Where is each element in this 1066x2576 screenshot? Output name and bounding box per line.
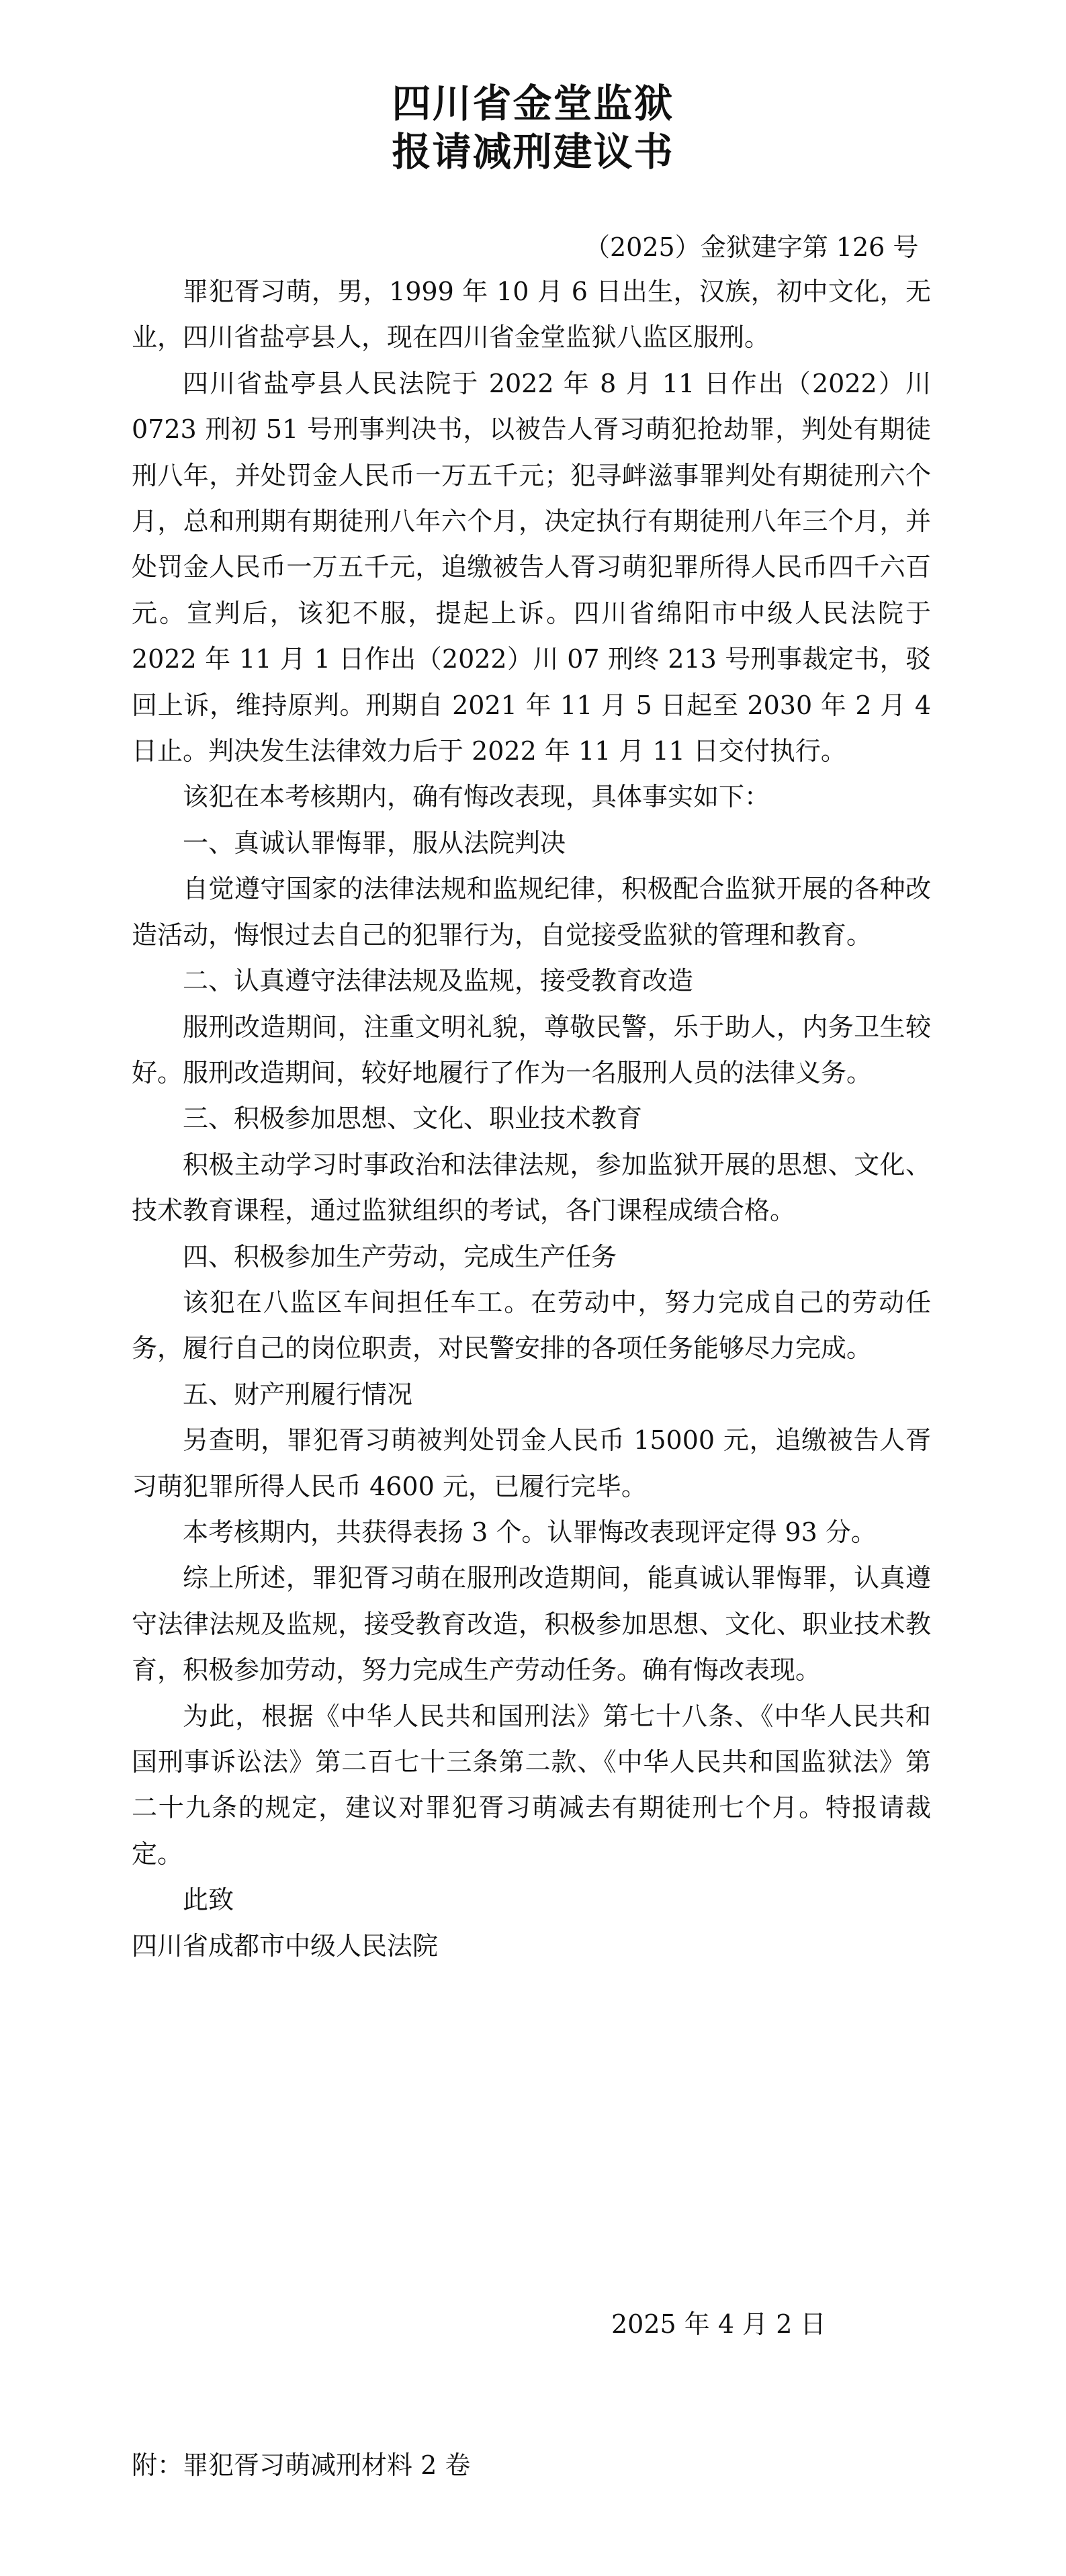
paragraph-salutation: 此致 xyxy=(183,1885,234,1915)
section-heading-1: 一、真诚认罪悔罪，服从法院判决 xyxy=(183,828,566,858)
document-number: （2025）金狱建字第 126 号 xyxy=(584,232,919,262)
paragraph-section-4: 该犯在八监区车间担任车工。在劳动中，努力完成自己的劳动任务，履行自己的岗位职责，对民警安排的各项任务能够尽力完成。 xyxy=(132,1287,931,1364)
paragraph-assessment: 本考核期内，共获得表扬 3 个。认罪悔改表现评定得 93 分。 xyxy=(183,1517,877,1547)
document-title-line2: 报请减刑建议书 xyxy=(392,129,674,175)
paragraph-facts-intro: 该犯在本考核期内，确有悔改表现，具体事实如下： xyxy=(183,782,770,812)
paragraph-recommendation: 为此，根据《中华人民共和国刑法》第七十八条、《中华人民共和国刑事诉讼法》第二百七十三条第二款、《中华人民共和国监狱法》第二十九条的规定，建议对罪犯胥习萌减去有期徒刑七个月。特报请裁定。 xyxy=(132,1701,931,1869)
attachment-note: 附：罪犯胥习萌减刑材料 2 卷 xyxy=(132,2450,471,2480)
paragraph-section-3: 积极主动学习时事政治和法律法规，参加监狱开展的思想、文化、技术教育课程，通过监狱组织的考试，各门课程成绩合格。 xyxy=(132,1149,931,1226)
section-heading-4: 四、积极参加生产劳动，完成生产任务 xyxy=(183,1241,617,1272)
paragraph-judgment: 四川省盐亭县人民法院于 2022 年 8 月 11 日作出（2022）川 0723 刑初 51 号刑事判决书，以被告人胥习萌犯抢劫罪，判处有期徒刑八年，并处罚金人民币一万五千元；犯寻衅滋事罪判处有期徒刑六个月，总和刑期有期徒刑八年六个月，决定执行有期徒刑八年三个月，并处罚金人民币一万五千元，追缴被告人胥习萌犯罪所得人民币四千六百元。宣判后，该犯不服，提起上诉。四川省绵阳市中级人民法院于 2022 年 11 月 1 日作出（2022）川 07 刑终 213 号刑事裁定书，驳回上诉，维持原判。刑期自 2021 年 11 月 5 日起至 2030 年 2 月 4 日止。判决发生法律效力后于 2022 年 11 月 11 日交付执行。 xyxy=(132,368,931,766)
recipient: 四川省成都市中级人民法院 xyxy=(132,1930,439,1961)
paragraph-section-1: 自觉遵守国家的法律法规和监规纪律，积极配合监狱开展的各种改造活动，悔恨过去自己的犯罪行为，自觉接受监狱的管理和教育。 xyxy=(132,874,931,950)
paragraph-summary: 综上所述，罪犯胥习萌在服刑改造期间，能真诚认罪悔罪，认真遵守法律法规及监规，接受教育改造，积极参加思想、文化、职业技术教育，积极参加劳动，努力完成生产劳动任务。确有悔改表现。 xyxy=(132,1563,931,1685)
paragraph-criminal-info: 罪犯胥习萌，男，1999 年 10 月 6 日出生，汉族，初中文化，无业，四川省盐亭县人，现在四川省金堂监狱八监区服刑。 xyxy=(132,277,931,353)
section-heading-3: 三、积极参加思想、文化、职业技术教育 xyxy=(183,1104,643,1134)
paragraph-section-2: 服刑改造期间，注重文明礼貌，尊敬民警，乐于助人，内务卫生较好。服刑改造期间，较好地履行了作为一名服刑人员的法律义务。 xyxy=(132,1012,931,1087)
section-heading-2: 二、认真遵守法律法规及监规，接受教育改造 xyxy=(183,966,694,996)
document-title-line1: 四川省金堂监狱 xyxy=(392,81,674,126)
document-date: 2025 年 4 月 2 日 xyxy=(611,2309,826,2339)
section-heading-5: 五、财产刑履行情况 xyxy=(183,1379,413,1409)
paragraph-section-5: 另查明，罪犯胥习萌被判处罚金人民币 15000 元，追缴被告人胥习萌犯罪所得人民币 4600 元，已履行完毕。 xyxy=(132,1425,931,1501)
document-body xyxy=(132,269,931,1969)
